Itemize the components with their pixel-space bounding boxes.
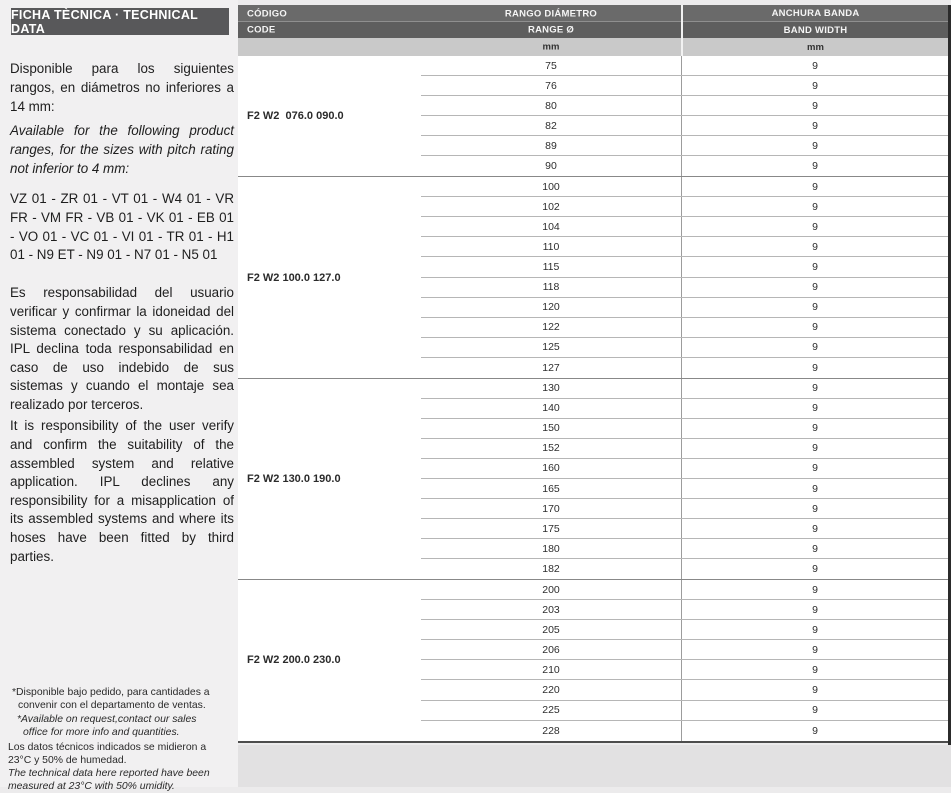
table-row xyxy=(421,640,948,660)
group-rows xyxy=(421,580,948,740)
footnote-on-request-es: *Disponible bajo pedido, para cantidades a convenir con el departamento de ventas. xyxy=(12,687,210,712)
table-row xyxy=(421,399,948,419)
disclaimer-paragraph-en: It is responsibility of the user verify and confirm the suitability of the assembled system and relative application. IPL declines any responsibility for a misapplication of its assembled systems and where its hoses have been fitted by third parties. xyxy=(10,418,234,564)
band-width-cell: 9 xyxy=(681,298,948,317)
header-left-block xyxy=(238,22,681,38)
diameter-cell: 228 xyxy=(542,724,560,737)
footnote-on-request-en: *Available on request,contact our sales office for more info and quantities. xyxy=(17,714,197,739)
sidebar xyxy=(0,0,238,793)
diameter-cell: 182 xyxy=(542,563,560,576)
table-row xyxy=(421,278,948,298)
diameter-cell: 115 xyxy=(542,260,560,273)
header-code: CODE xyxy=(247,24,276,36)
band-width-cell: 9 xyxy=(681,559,948,579)
table-row xyxy=(421,298,948,318)
group-code-cell: F2 W2 076.0 090.0 xyxy=(247,110,344,123)
group-code-cell: F2 W2 100.0 127.0 xyxy=(247,271,341,284)
diameter-cell: 82 xyxy=(545,119,557,132)
group-rows xyxy=(421,56,948,176)
table-row xyxy=(421,439,948,459)
diameter-cell: 89 xyxy=(545,139,557,152)
table-row xyxy=(421,680,948,700)
table-row xyxy=(421,701,948,721)
header-range: RANGE Ø xyxy=(527,24,575,36)
band-width-cell: 9 xyxy=(681,136,948,155)
table-row xyxy=(421,379,948,399)
footnote-measurement-es: Los datos técnicos indicados se midieron a 23°C y 50% de humedad. xyxy=(8,742,207,767)
band-width-cell: 9 xyxy=(681,116,948,135)
band-width-cell: 9 xyxy=(681,701,948,720)
band-width-cell: 9 xyxy=(681,499,948,518)
product-codes-list: VZ 01 - ZR 01 - VT 01 - W4 01 - VR FR - VM FR - VB 01 - VK 01 - EB 01 - VO 01 - VC 01 - VI 01 - TR 01 - H1 01 - N9 ET - N9 01 - N7 01 - N5 01 xyxy=(10,191,234,263)
unit-diameter: mm xyxy=(542,41,560,53)
band-width-cell: 9 xyxy=(681,96,948,115)
band-width-cell: 9 xyxy=(681,660,948,679)
diameter-cell: 205 xyxy=(542,623,560,636)
table-row xyxy=(421,56,948,76)
band-width-cell: 9 xyxy=(681,76,948,95)
table-group xyxy=(238,379,948,580)
table-row xyxy=(421,559,948,579)
table-row xyxy=(421,479,948,499)
diameter-cell: 170 xyxy=(542,502,560,515)
diameter-cell: 165 xyxy=(542,482,560,495)
table-row xyxy=(421,156,948,176)
unit-band-width: mm xyxy=(681,38,948,56)
diameter-cell: 225 xyxy=(542,704,560,717)
diameter-cell: 210 xyxy=(542,663,560,676)
band-width-cell: 9 xyxy=(681,600,948,619)
band-width-cell: 9 xyxy=(681,358,948,378)
table-row xyxy=(421,519,948,539)
table-group xyxy=(238,580,948,742)
table-header-row-primary xyxy=(238,5,948,22)
diameter-cell: 104 xyxy=(542,220,560,233)
table-row xyxy=(421,318,948,338)
table-row xyxy=(421,116,948,136)
table-row xyxy=(421,197,948,217)
diameter-cell: 175 xyxy=(542,522,560,535)
table-unit-row xyxy=(238,38,948,56)
diameter-cell: 110 xyxy=(542,240,560,253)
intro-paragraph-en: Available for the following product ranges, for the sizes with pitch rating not inferior to 4 mm: xyxy=(10,123,234,176)
band-width-cell: 9 xyxy=(681,439,948,458)
diameter-cell: 220 xyxy=(542,683,560,696)
header-band-width: BAND WIDTH xyxy=(681,22,948,38)
diameter-cell: 152 xyxy=(542,442,560,455)
intro-paragraph-es: Disponible para los siguientes rangos, en diámetros no inferiores a 14 mm: xyxy=(10,61,234,114)
table-row xyxy=(421,358,948,378)
band-width-cell: 9 xyxy=(681,580,948,599)
diameter-cell: 200 xyxy=(542,583,560,596)
diameter-cell: 125 xyxy=(542,341,560,354)
band-width-cell: 9 xyxy=(681,56,948,75)
table-row xyxy=(421,600,948,620)
table-row xyxy=(421,620,948,640)
table-row xyxy=(421,136,948,156)
diameter-cell: 160 xyxy=(542,462,560,475)
band-width-cell: 9 xyxy=(681,379,948,398)
band-width-cell: 9 xyxy=(681,680,948,699)
header-left-block xyxy=(238,5,681,22)
group-code-cell: F2 W2 200.0 230.0 xyxy=(247,654,341,667)
table-row xyxy=(421,217,948,237)
diameter-cell: 150 xyxy=(542,422,560,435)
table-row xyxy=(421,660,948,680)
section-title: FICHA TÈCNICA · TECHNICAL DATA xyxy=(11,7,198,36)
table-row xyxy=(421,177,948,197)
diameter-cell: 90 xyxy=(545,160,557,173)
band-width-cell: 9 xyxy=(681,237,948,256)
diameter-cell: 80 xyxy=(545,99,557,112)
band-width-cell: 9 xyxy=(681,338,948,357)
table-body xyxy=(238,56,948,743)
band-width-cell: 9 xyxy=(681,539,948,558)
band-width-cell: 9 xyxy=(681,419,948,438)
diameter-cell: 122 xyxy=(542,321,560,334)
diameter-cell: 127 xyxy=(542,361,560,374)
table-row xyxy=(421,419,948,439)
table-row xyxy=(421,338,948,358)
page-bottom-margin xyxy=(238,745,951,787)
band-width-cell: 9 xyxy=(681,257,948,276)
diameter-cell: 120 xyxy=(542,301,560,314)
band-width-cell: 9 xyxy=(681,217,948,236)
band-width-cell: 9 xyxy=(681,278,948,297)
band-width-cell: 9 xyxy=(681,197,948,216)
band-width-cell: 9 xyxy=(681,620,948,639)
band-width-cell: 9 xyxy=(681,177,948,196)
diameter-cell: 75 xyxy=(545,59,557,72)
group-code-cell: F2 W2 130.0 190.0 xyxy=(247,472,341,485)
table-row xyxy=(421,539,948,559)
table-header-row-secondary xyxy=(238,22,948,38)
diameter-cell: 203 xyxy=(542,603,560,616)
band-width-cell: 9 xyxy=(681,640,948,659)
table-row xyxy=(421,499,948,519)
band-width-cell: 9 xyxy=(681,721,948,741)
section-title-banner xyxy=(11,8,229,35)
group-rows xyxy=(421,177,948,377)
table-group xyxy=(238,177,948,378)
diameter-cell: 130 xyxy=(542,382,560,395)
table-row xyxy=(421,721,948,741)
diameter-cell: 180 xyxy=(542,542,560,555)
table-row xyxy=(421,96,948,116)
diameter-cell: 140 xyxy=(542,402,560,415)
diameter-cell: 76 xyxy=(545,79,557,92)
band-width-cell: 9 xyxy=(681,519,948,538)
table-row xyxy=(421,76,948,96)
header-rango-diametro: RANGO DIÁMETRO xyxy=(504,8,598,19)
technical-data-table xyxy=(238,5,948,743)
table-row xyxy=(421,580,948,600)
group-rows xyxy=(421,379,948,579)
table-row xyxy=(421,237,948,257)
band-width-cell: 9 xyxy=(681,459,948,478)
diameter-cell: 118 xyxy=(542,281,560,294)
unit-left-block xyxy=(238,38,681,56)
footnote-measurement-en: The technical data here reported have been measured at 23°C with 50% umidity. xyxy=(8,768,210,793)
disclaimer-paragraph-es: Es responsabilidad del usuario verificar y confirmar la idoneidad del sistema conectado y su aplicación. IPL declina toda responsabilidad en caso de uso indebido de sus sistemas y cuando el montaje sea realizado por terceros. xyxy=(10,285,234,412)
table-row xyxy=(421,257,948,277)
diameter-cell: 206 xyxy=(542,643,560,656)
band-width-cell: 9 xyxy=(681,479,948,498)
table-group xyxy=(238,56,948,177)
diameter-cell: 100 xyxy=(542,180,560,193)
diameter-cell: 102 xyxy=(542,200,560,213)
band-width-cell: 9 xyxy=(681,318,948,337)
band-width-cell: 9 xyxy=(681,399,948,418)
header-anchura-banda: ANCHURA BANDA xyxy=(681,5,948,22)
band-width-cell: 9 xyxy=(681,156,948,176)
table-row xyxy=(421,459,948,479)
header-codigo: CÓDIGO xyxy=(247,8,288,19)
